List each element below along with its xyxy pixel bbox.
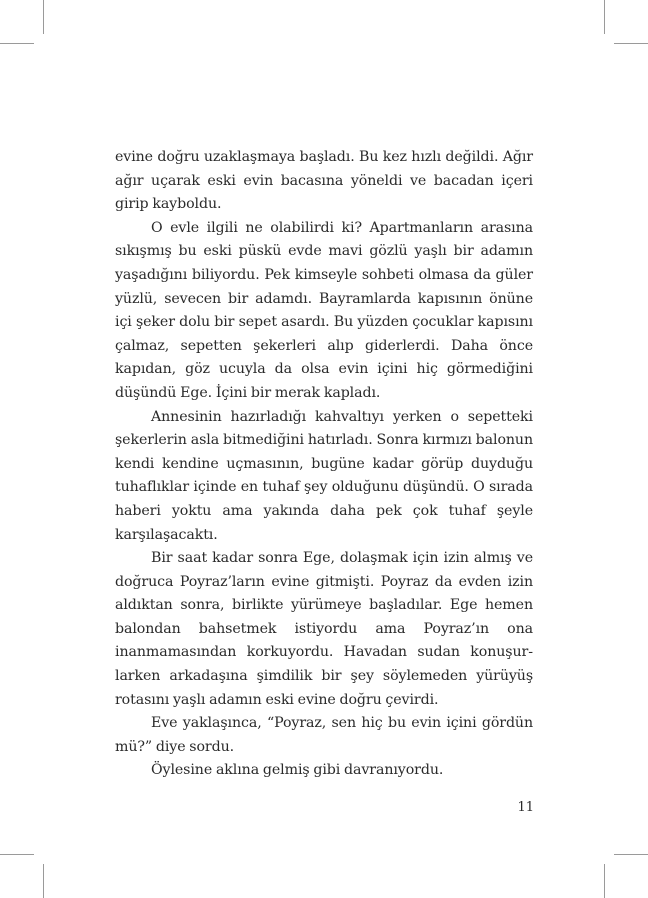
crop-mark-bottom-left bbox=[43, 864, 44, 898]
paragraph: Öylesine aklına gelmiş gibi davranıyordu. bbox=[151, 762, 444, 779]
crop-mark-left-upper bbox=[0, 43, 34, 44]
paragraph: Annesinin hazırladığı kahvaltıyı yerken o sepetteki şekerlerin asla bitmediğini hatırladı. Sonra kırmızı balonun kendi kendine uçmasının, bugüne kadar görüp duyduğu tuhaflıklar içinde en tuhaf şey olduğunu düşündü. O sırada haberi yoktu ama yakında daha pek çok tuhaf şeyle karşılaşacaktı. bbox=[115, 408, 533, 543]
paragraph: Eve yaklaşınca, “Poyraz, sen hiç bu evin içini gördün mü?” diye sordu. bbox=[115, 715, 533, 755]
crop-mark-bottom-right bbox=[604, 864, 605, 898]
crop-mark-right-upper bbox=[614, 43, 648, 44]
crop-mark-top-right bbox=[604, 0, 605, 34]
paragraph: evine doğru uzaklaşmaya başladı. Bu kez hızlı değildi. Ağır ağır uçarak eski evin bacasına yöneldi ve bacadan içeri girip kayboldu. bbox=[115, 149, 533, 213]
paragraph: Bir saat kadar sonra Ege, dolaşmak için izin almış ve doğruca Poyraz’ların evine gitmişti. Poyraz da evden izin aldıktan sonra, birlikte yürümeye başladılar. Ege hemen balondan bahsetmek istiyordu ama Poyraz’ın ona inanmamasından korkuyordu. Havadan sudan konuşurlarken arkadaşına şimdilik bir şey söylemeden yürüyüş rotasını yaşlı adamın eski evine doğru çevirdi. bbox=[115, 550, 533, 708]
crop-mark-left-lower bbox=[0, 854, 34, 855]
crop-mark-top-left bbox=[43, 0, 44, 34]
crop-mark-right-lower bbox=[614, 854, 648, 855]
paragraph: O evle ilgili ne olabilirdi ki? Apartmanların arasına sıkışmış bu eski püskü evde mavi gözlü yaşlı bir adamın yaşadığını biliyordu. Pek kimseyle sohbeti olmasa da güler yüzlü, sevecen bir adamdı. Bayramlarda kapısının önüne içi şeker dolu bir sepet asardı. Bu yüzden çocuklar kapısını çalmaz, sepetten şekerleri alıp giderlerdi. Daha önce kapıdan, göz ucuyla da olsa evin içini hiç görmediğini düşündü Ege. İçini bir merak kapladı. bbox=[115, 219, 533, 401]
page-number: 11 bbox=[517, 800, 534, 815]
body-text bbox=[115, 146, 533, 783]
